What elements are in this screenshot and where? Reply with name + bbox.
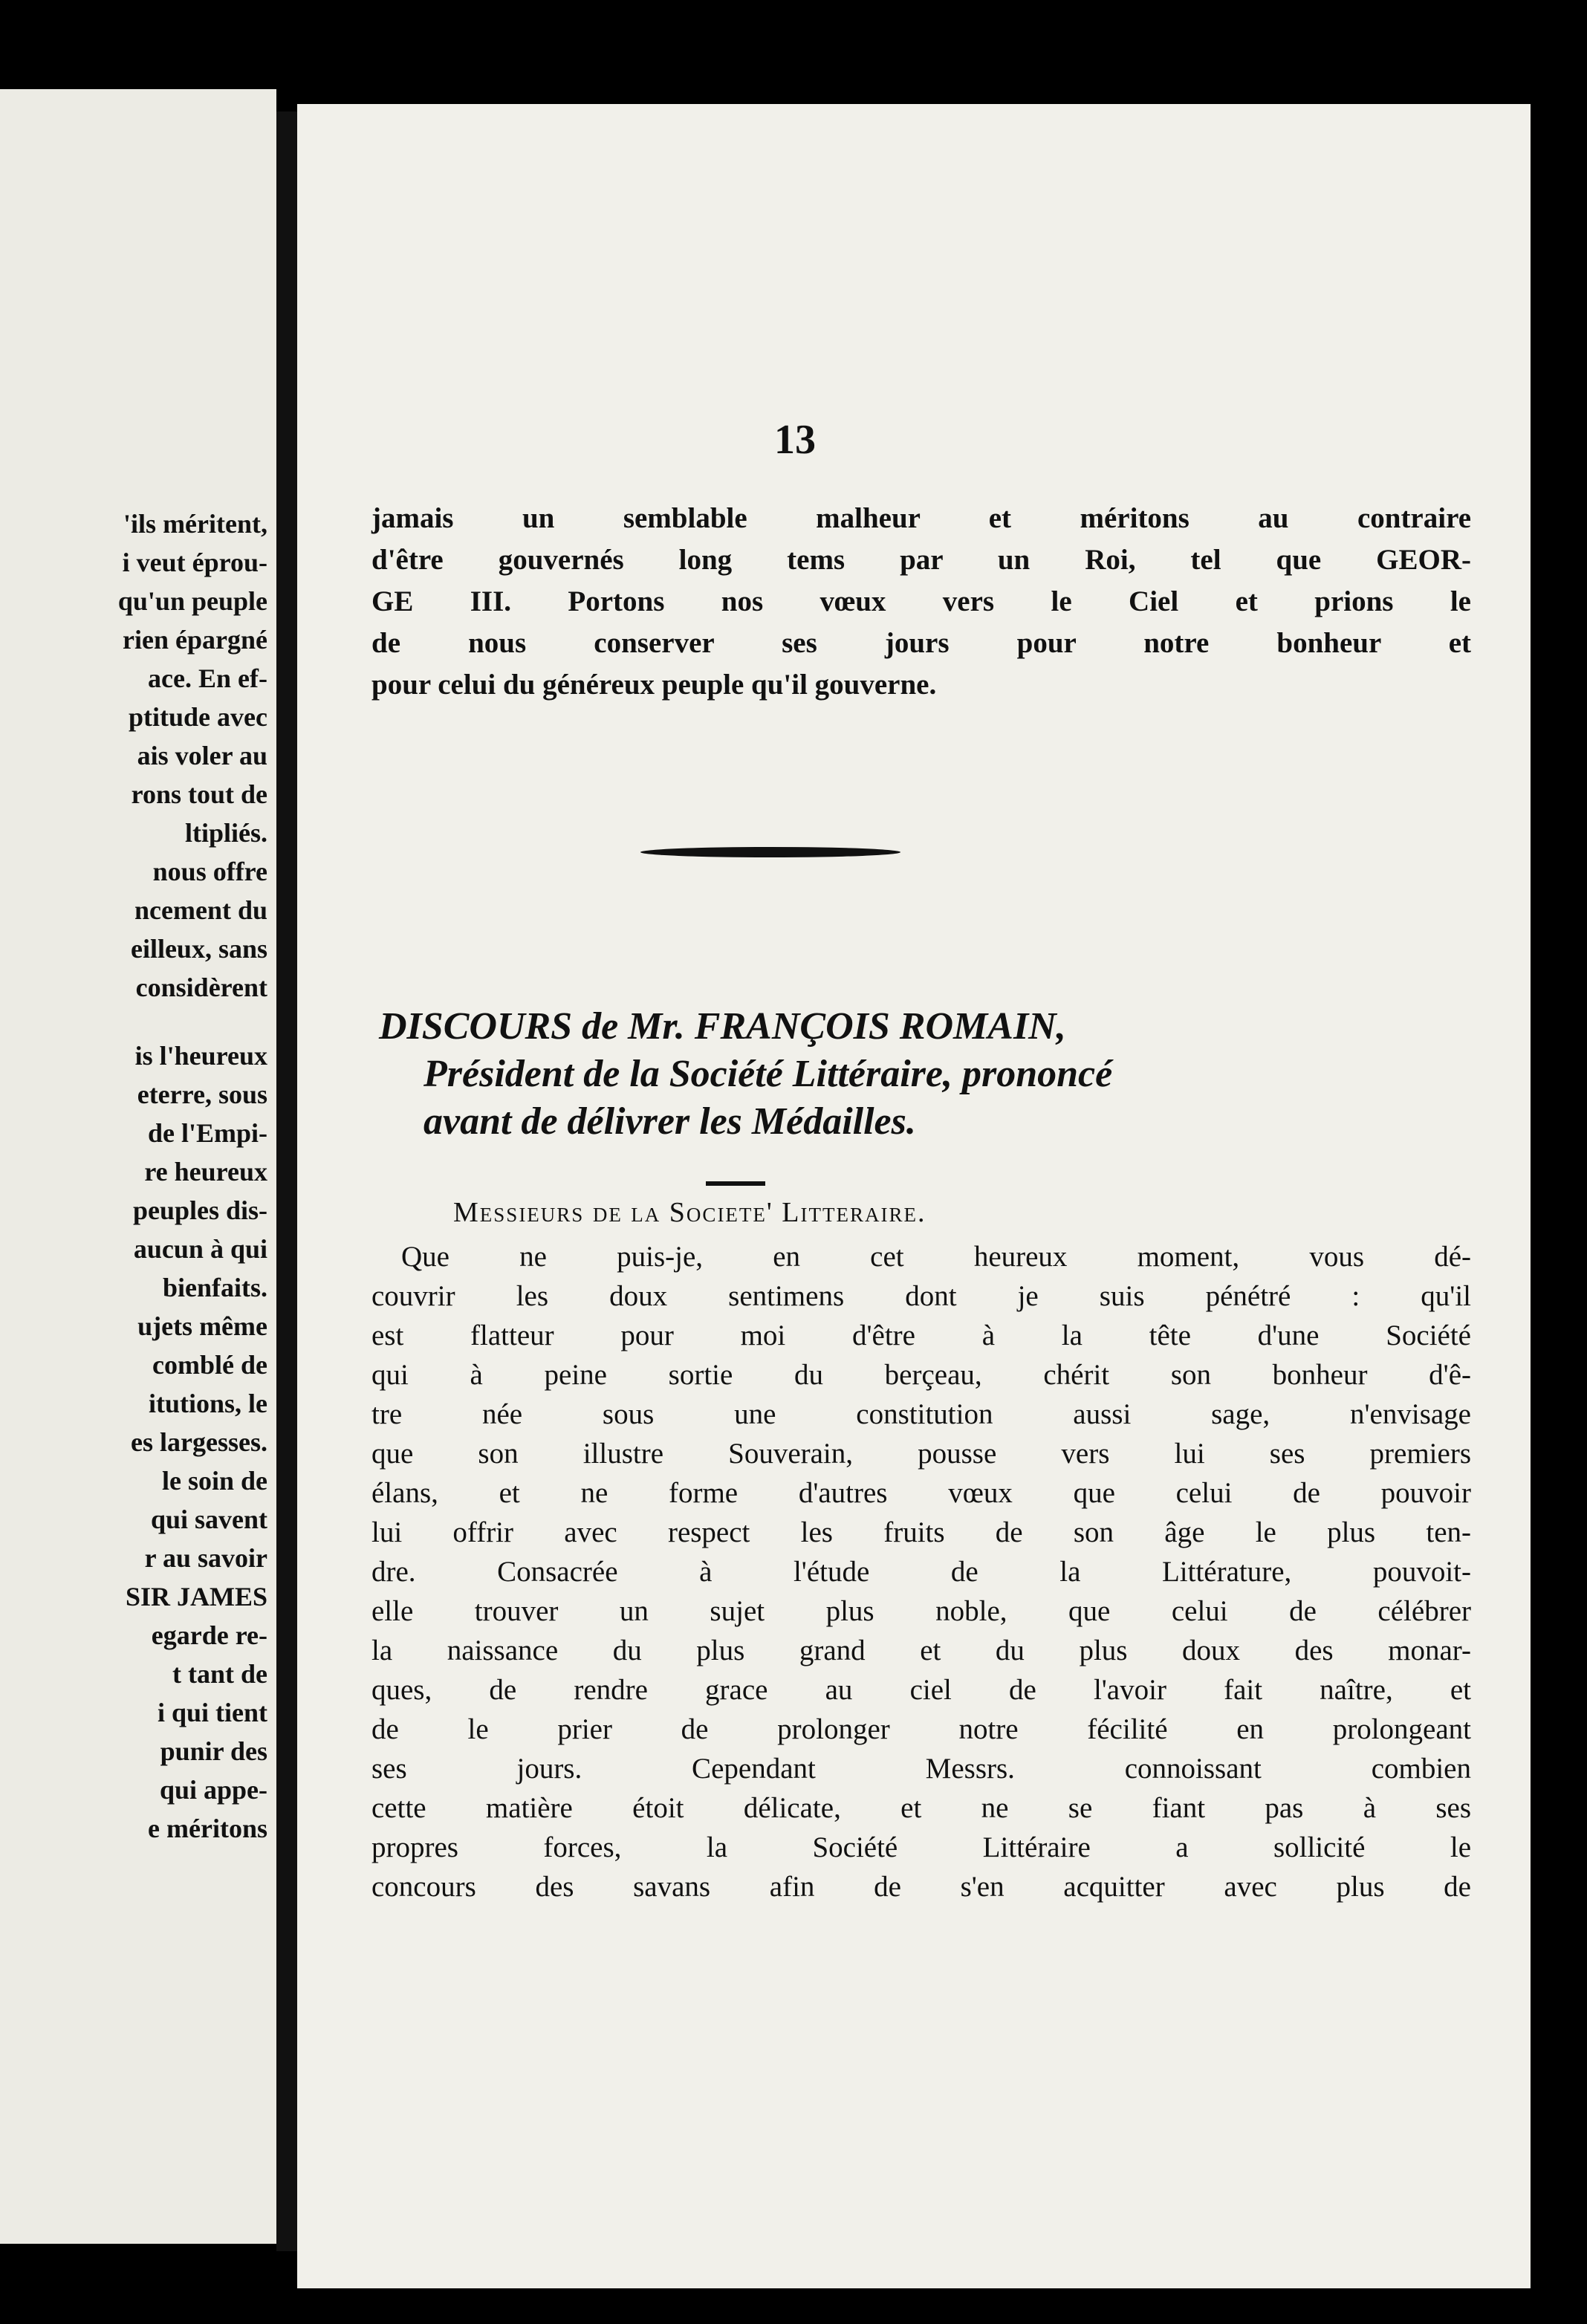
text-line: tre née sous une constitution aussi sage, n'envisage — [371, 1398, 1471, 1430]
small-divider — [706, 1181, 765, 1186]
text-line: la naissance du plus grand et du plus doux des monar- — [371, 1635, 1471, 1666]
left-page-line: r au savoir — [144, 1543, 267, 1573]
section-divider — [640, 847, 900, 857]
left-page-line: peuples dis- — [132, 1195, 267, 1225]
text-line: ses jours. Cependant Messrs. connoissant combien — [371, 1753, 1471, 1785]
text-line: de le prier de prolonger notre fécilité en prolongeant — [371, 1713, 1471, 1745]
left-page-line: ltipliés. — [184, 818, 267, 848]
left-page-line: eterre, sous — [137, 1080, 267, 1109]
text-line: elle trouver un sujet plus noble, que celui de célébrer — [371, 1595, 1471, 1627]
left-page-line: ace. En ef- — [148, 663, 267, 693]
left-page-line: i veut éprou- — [122, 548, 267, 577]
left-page-line: considèrent — [135, 973, 267, 1002]
text-line: d'être gouvernés long tems par un Roi, tel que GEOR- — [371, 544, 1471, 576]
left-page-line: le soin de — [161, 1466, 267, 1496]
left-page-line: rons tout de — [131, 779, 267, 809]
left-page-line: t tant de — [172, 1659, 267, 1689]
discourse-heading — [379, 1003, 1479, 1146]
heading-line: DISCOURS de Mr. FRANÇOIS ROMAIN, — [379, 1005, 1066, 1048]
book-gutter — [276, 111, 297, 2251]
right-page — [297, 104, 1531, 2288]
left-page-line: qui savent — [150, 1505, 267, 1534]
left-page-line: eilleux, sans — [130, 934, 267, 964]
left-page-line: egarde re- — [151, 1620, 267, 1650]
left-page-line: es largesses. — [131, 1427, 267, 1457]
text-line: propres forces, la Société Littéraire a sollicité le — [371, 1831, 1471, 1863]
left-page-line: comblé de — [152, 1350, 267, 1380]
left-page-line: punir des — [160, 1736, 267, 1766]
text-line: de nous conserver ses jours pour notre bonheur et — [371, 627, 1471, 659]
left-page-line: qui appe- — [159, 1775, 267, 1805]
text-line: GE III. Portons nos vœux vers le Ciel et prions le — [371, 585, 1471, 617]
left-page-line: SIR JAMES — [125, 1582, 267, 1611]
left-page-line: de l'Empi- — [147, 1118, 267, 1148]
left-page-line: ais voler au — [137, 741, 267, 770]
left-page-line: is l'heureux — [134, 1041, 267, 1071]
left-page-line: 'ils méritent, — [123, 509, 267, 539]
left-page-line: e méritons — [148, 1814, 267, 1843]
left-page-line: rien épargné — [123, 625, 267, 655]
text-line: lui offrir avec respect les fruits de son âge le plus ten- — [371, 1516, 1471, 1548]
left-page-line: qu'un peuple — [117, 586, 267, 616]
text-line: est flatteur pour moi d'être à la tête d'une Société — [371, 1320, 1471, 1351]
left-page-line: ncement du — [134, 895, 267, 925]
heading-line: avant de délivrer les Médailles. — [423, 1100, 916, 1143]
page-number: 13 — [774, 417, 816, 463]
text-line: que son illustre Souverain, pousse vers lui ses premiers — [371, 1438, 1471, 1470]
left-page-line: i qui tient — [157, 1698, 267, 1727]
address-line: Messieurs de la Societe' Litteraire. — [453, 1197, 926, 1228]
text-line: dre. Consacrée à l'étude de la Littérature, pouvoit- — [371, 1556, 1471, 1588]
text-line: Que ne puis-je, en cet heureux moment, vous dé- — [401, 1241, 1471, 1273]
text-line: ques, de rendre grace au ciel de l'avoir fait naître, et — [371, 1674, 1471, 1706]
heading-line: Président de la Société Littéraire, prononcé — [423, 1053, 1113, 1095]
left-page-line: itutions, le — [148, 1389, 267, 1418]
text-line: qui à peine sortie du berçeau, chérit son bonheur d'ê- — [371, 1359, 1471, 1391]
text-line: élans, et ne forme d'autres vœux que celui de pouvoir — [371, 1477, 1471, 1509]
left-page-line: ptitude avec — [129, 702, 267, 732]
text-line: concours des savans afin de s'en acquitter avec plus de — [371, 1871, 1471, 1903]
closing-paragraph — [371, 498, 1471, 706]
left-page-line: bienfaits. — [162, 1273, 267, 1302]
left-page-line: aucun à qui — [133, 1234, 267, 1264]
left-page-line: re heureux — [144, 1157, 267, 1187]
left-page-line: nous offre — [152, 857, 267, 886]
left-page-fragment — [0, 89, 276, 2244]
text-line: pour celui du généreux peuple qu'il gouverne. — [371, 669, 937, 701]
left-page-line: ujets même — [137, 1311, 267, 1341]
text-line: couvrir les doux sentimens dont je suis pénétré : qu'il — [371, 1280, 1471, 1312]
text-line: cette matière étoit délicate, et ne se fiant pas à ses — [371, 1792, 1471, 1824]
text-line: jamais un semblable malheur et méritons au contraire — [371, 502, 1471, 534]
discourse-body — [371, 1237, 1471, 1906]
